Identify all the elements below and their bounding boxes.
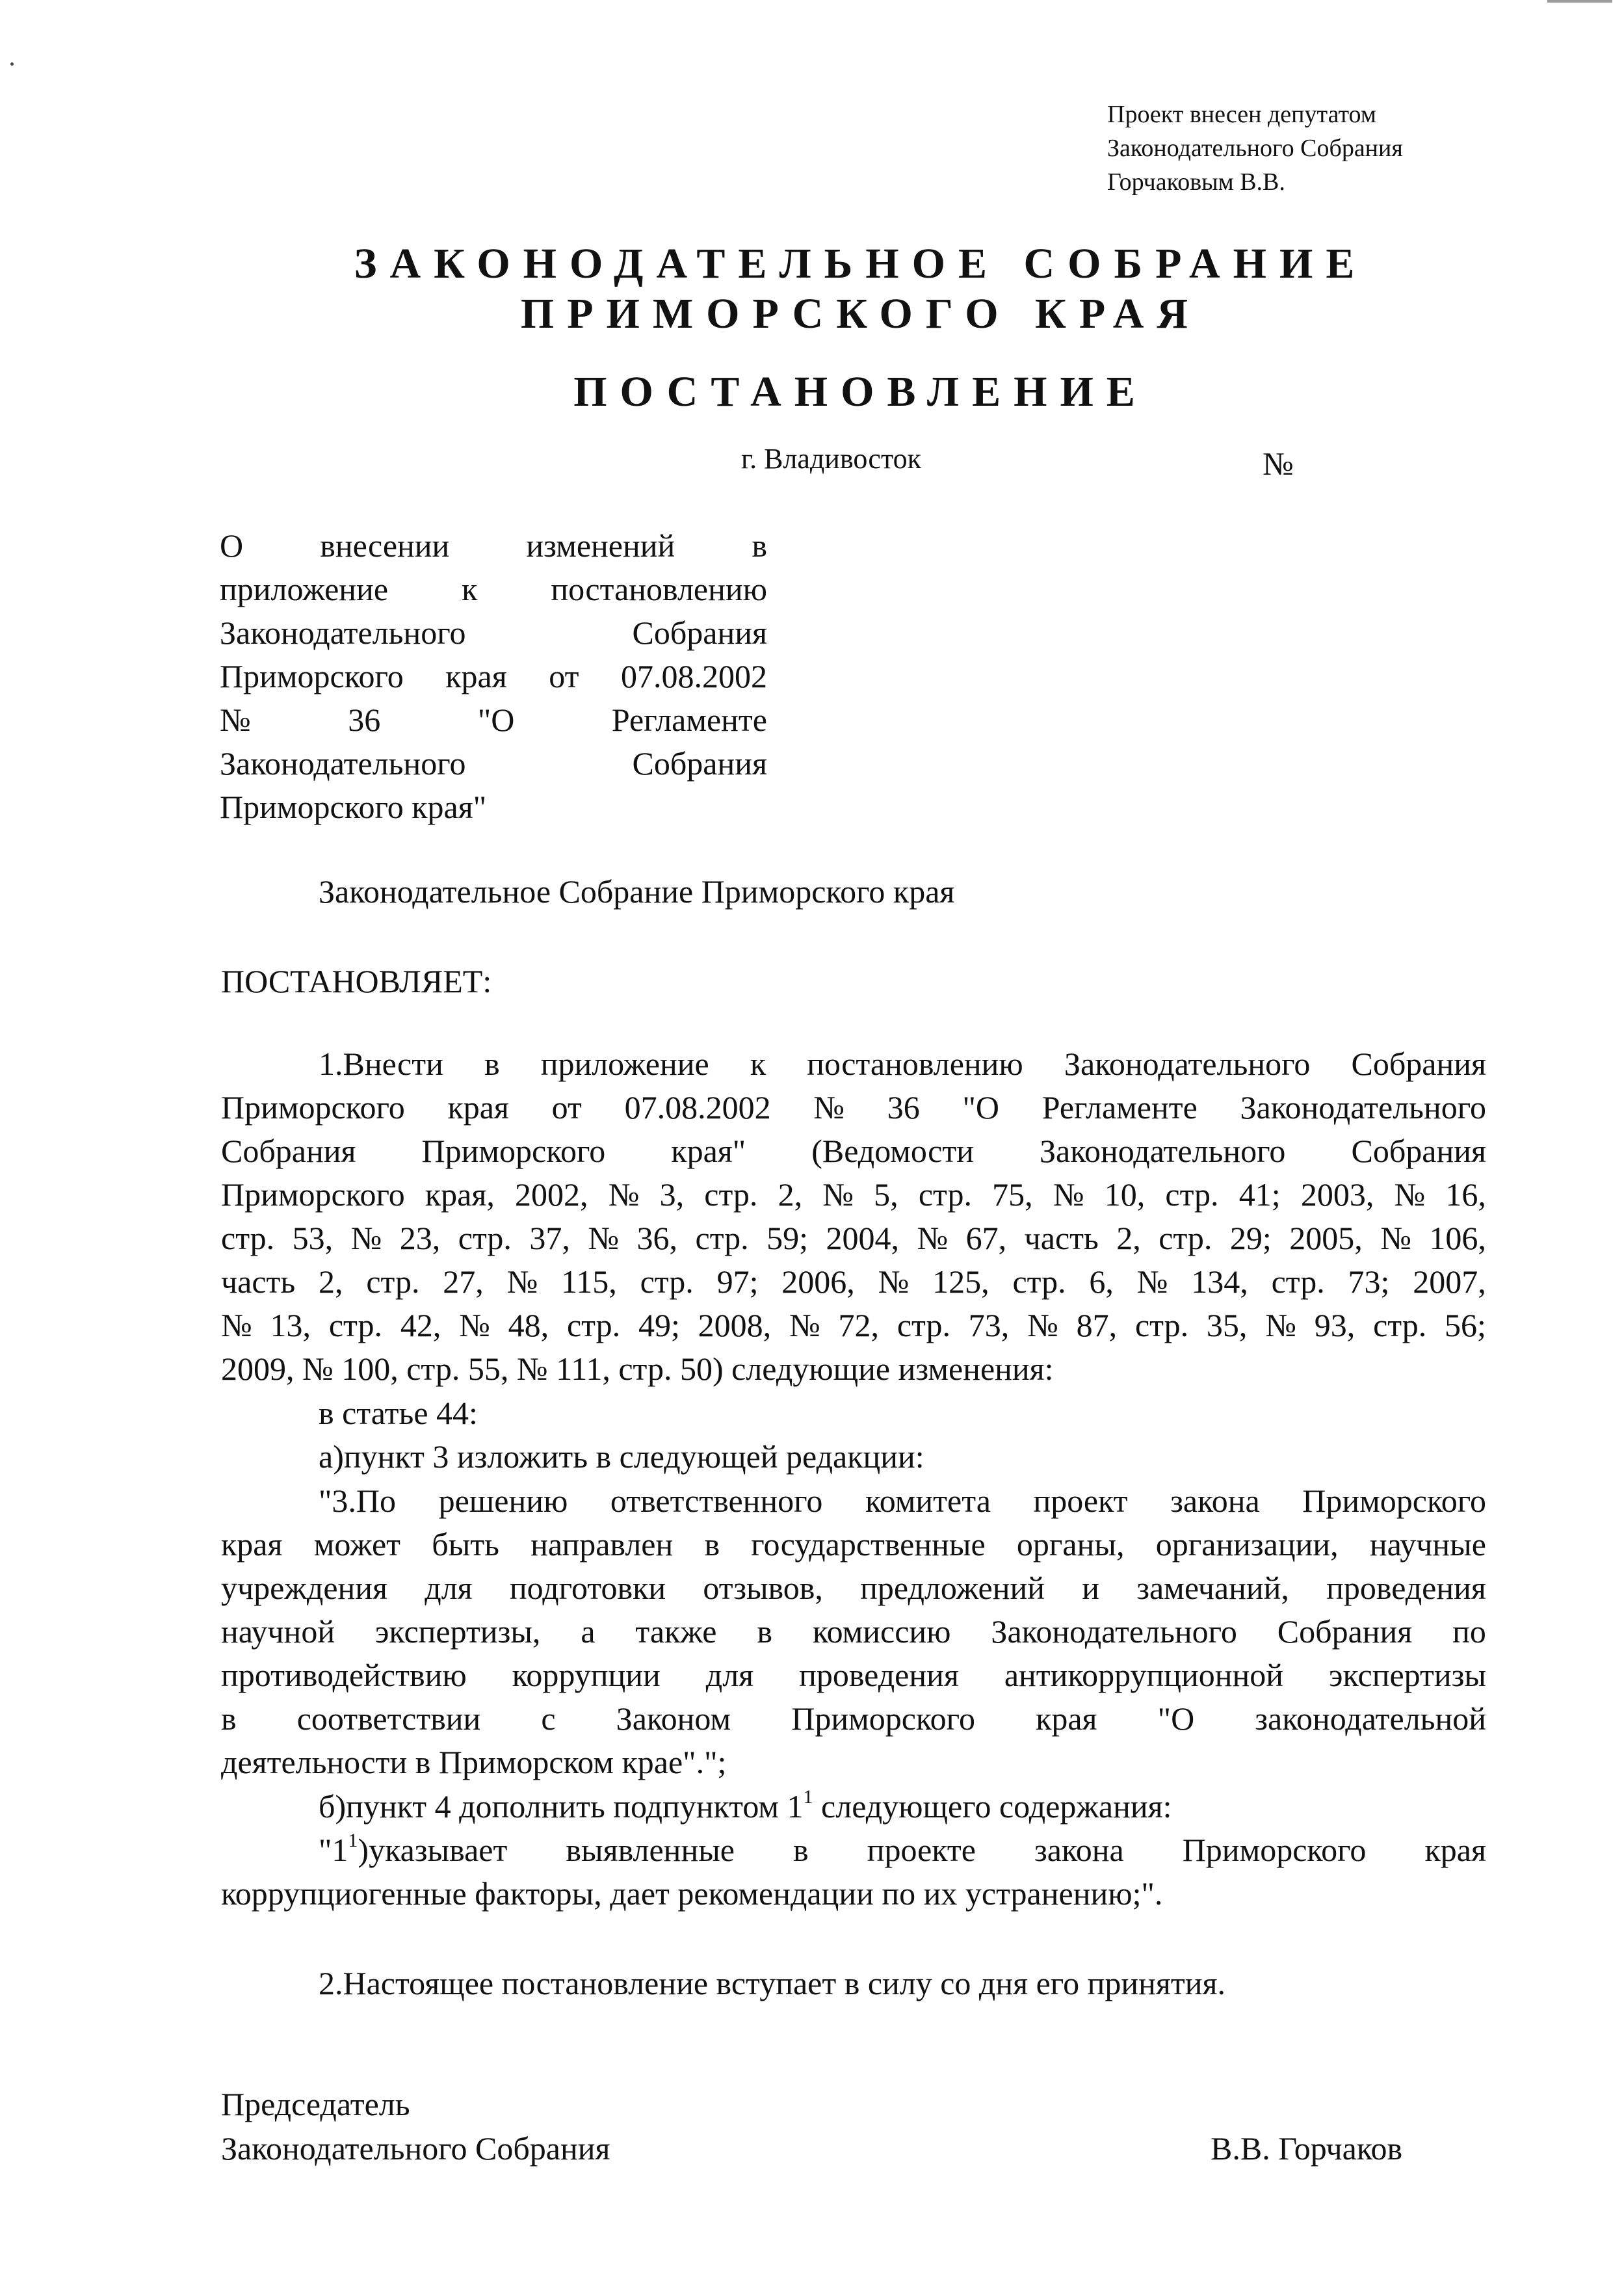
paragraph-1-line (221, 1086, 1486, 1129)
word: 6, (1089, 1263, 1114, 1300)
word: 53, (292, 1220, 334, 1256)
word: 59; (766, 1220, 809, 1256)
word: к (750, 1046, 766, 1082)
word: 2009, № 100, стр. 55, № 111, стр. 50) следующие изменения: (221, 1351, 1054, 1387)
word: 13, (270, 1307, 311, 1343)
word: стр. (897, 1307, 950, 1343)
word: в (221, 1700, 237, 1737)
word: 2007, (1413, 1263, 1486, 1300)
word: края (1036, 1700, 1097, 1737)
subject-line (220, 785, 767, 829)
word: 36 (348, 702, 381, 738)
word: 73, (968, 1307, 1010, 1343)
word: № (506, 1263, 538, 1300)
word: антикоррупционной (1004, 1657, 1284, 1693)
word: внесении (320, 527, 450, 564)
word: края (445, 658, 507, 694)
word: № (588, 1220, 620, 1256)
word: 2006, (781, 1263, 855, 1300)
word: Законодательного (991, 1613, 1237, 1650)
word: № (878, 1263, 910, 1300)
superscript: 1 (348, 1830, 358, 1852)
number-sign: № (1263, 445, 1294, 482)
word: стр. (640, 1263, 694, 1300)
word: коррупции (512, 1657, 661, 1693)
signature-position-line-1: Председатель (221, 2086, 410, 2122)
city: г. Владивосток (741, 443, 921, 475)
word: закона (1034, 1832, 1124, 1868)
word: № (220, 702, 251, 738)
quote-3-line (221, 1697, 1486, 1741)
word: края (447, 1089, 509, 1126)
word: решению (438, 1483, 568, 1519)
word: стр. (458, 1220, 512, 1256)
word: подготовки (509, 1570, 666, 1606)
word: проведения (799, 1657, 959, 1693)
word: Регламенте (611, 702, 767, 738)
subject-line (220, 524, 767, 568)
word: 49; (638, 1307, 680, 1343)
word: комиссию (812, 1613, 951, 1650)
word: 2002, (515, 1176, 588, 1213)
word: от (549, 658, 579, 694)
item-a-line: а)пункт 3 изложить в следующей редакции: (319, 1438, 924, 1475)
word: Приморского (421, 1133, 606, 1169)
word: 36, (636, 1220, 678, 1256)
word: в (484, 1046, 500, 1082)
word: 125, (932, 1263, 989, 1300)
word: № (1027, 1307, 1058, 1343)
word: стр. (1271, 1263, 1325, 1300)
word: выявленные (566, 1832, 735, 1868)
word: Приморского (1182, 1832, 1367, 1868)
word: Собрания (1277, 1613, 1413, 1650)
word: деятельности в Приморском крае"."; (221, 1744, 727, 1780)
quote-point-3 (221, 1479, 1486, 1784)
word: 2005, (1289, 1220, 1363, 1256)
word: стр. (1165, 1176, 1219, 1213)
word: № (1053, 1176, 1084, 1213)
word: 07.08.2002 (624, 1089, 771, 1126)
word: комитета (865, 1483, 991, 1519)
word: стр. (328, 1307, 382, 1343)
word: замечаний, (1136, 1570, 1289, 1606)
word: отзывов, (703, 1570, 823, 1606)
word: противодействию (221, 1657, 467, 1693)
word: 42, (400, 1307, 441, 1343)
word: 87, (1076, 1307, 1118, 1343)
paragraph-1-line (221, 1347, 1486, 1391)
subject-line (220, 568, 767, 611)
word: № (822, 1176, 854, 1213)
paragraph-1-line (221, 1173, 1486, 1217)
scan-dot (10, 62, 14, 66)
word: организации, (1155, 1526, 1339, 1562)
word: 3, (659, 1176, 685, 1213)
word: в (757, 1613, 772, 1650)
word: по (1452, 1613, 1486, 1650)
word: экспертизы, (374, 1613, 541, 1650)
word: 37, (529, 1220, 570, 1256)
word: 2004, (826, 1220, 899, 1256)
word: с (541, 1700, 556, 1737)
word: закона (1170, 1483, 1260, 1519)
word: быть (432, 1526, 499, 1562)
word: Приморского (220, 658, 404, 694)
word: 07.08.2002 (621, 658, 767, 694)
word: Собрания (632, 614, 767, 651)
author-note-line: Законодательного Собрания (1107, 135, 1403, 162)
word: 29; (1229, 1220, 1272, 1256)
word: 27, (443, 1263, 484, 1300)
word: № (459, 1307, 490, 1343)
word: 134, (1191, 1263, 1248, 1300)
word: 5, (874, 1176, 898, 1213)
item-b-line (319, 1785, 1172, 1828)
word: экспертизы (1329, 1657, 1486, 1693)
word: 2003, (1300, 1176, 1374, 1213)
paragraph-1-line (221, 1042, 1486, 1086)
word: № (917, 1220, 949, 1256)
word: Приморского (791, 1700, 975, 1737)
word: может (313, 1526, 401, 1562)
quote-3-line (221, 1610, 1486, 1654)
word: проекте (867, 1832, 976, 1868)
word: № (221, 1307, 252, 1343)
word: Приморского (221, 1176, 405, 1213)
word: 16, (1445, 1176, 1486, 1213)
word: также (635, 1613, 717, 1650)
quote-subpoint-line-1 (221, 1828, 1486, 1872)
word: постановлению (807, 1046, 1023, 1082)
word: стр. (1159, 1220, 1212, 1256)
word: приложение (540, 1046, 709, 1082)
resolves-heading: ПОСТАНОВЛЯЕТ: (221, 963, 492, 999)
word: в (752, 527, 767, 564)
word: в (704, 1526, 720, 1562)
author-note (1107, 98, 1403, 199)
in-article-line: в статье 44: (319, 1395, 478, 1431)
word: края" (671, 1133, 746, 1169)
word: а (581, 1613, 596, 1650)
word: органы, (1016, 1526, 1125, 1562)
word: Регламенте (1041, 1089, 1198, 1126)
word: Собрания (221, 1133, 356, 1169)
word: стр. (366, 1263, 420, 1300)
word: № (608, 1176, 640, 1213)
word: для (425, 1570, 473, 1606)
word: стр. (221, 1220, 275, 1256)
word: 56; (1445, 1307, 1486, 1343)
word: 35, (1206, 1307, 1248, 1343)
word: часть (221, 1263, 296, 1300)
word: ответственного (610, 1483, 823, 1519)
title-line-2: ПРИМОРСКОГО КРАЯ (520, 290, 1201, 337)
word: законодательной (1255, 1700, 1486, 1737)
author-note-line: Проект внесен депутатом (1107, 101, 1376, 128)
word: приложение (220, 571, 389, 607)
word: 97; (716, 1263, 759, 1300)
word: Законодательного (220, 745, 466, 782)
word: № (813, 1089, 845, 1126)
word: № (1394, 1176, 1426, 1213)
quote-3-line (221, 1479, 1486, 1523)
word: постановлению (551, 571, 767, 607)
word: проведения (1326, 1570, 1486, 1606)
word: изменений (526, 527, 675, 564)
word: стр. (918, 1176, 972, 1213)
word: 2, (778, 1176, 803, 1213)
word: научные (1369, 1526, 1486, 1562)
word: Собрания (632, 745, 767, 782)
item-b-superscript: 1 (803, 1786, 813, 1808)
word: № (1265, 1307, 1296, 1343)
word: Законодательного (1240, 1089, 1486, 1126)
word: учреждения (221, 1570, 388, 1606)
subject-line (220, 698, 767, 742)
word: Законодательного (1064, 1046, 1311, 1082)
quote-3-line (221, 1741, 1486, 1784)
paragraph-1-line (221, 1217, 1486, 1260)
word: часть (1024, 1220, 1099, 1256)
word: Приморского (221, 1089, 405, 1126)
word: 10, (1104, 1176, 1146, 1213)
preamble: Законодательное Собрание Приморского края (319, 873, 955, 910)
word: 2, (1116, 1220, 1141, 1256)
word: стр. (566, 1307, 621, 1343)
quote-3-line (221, 1566, 1486, 1610)
quote-subpoint-line-2: коррупциогенные факторы, дает рекомендации по их устранению;". (221, 1875, 1163, 1912)
word: № (789, 1307, 820, 1343)
word: 1.Внести (319, 1046, 443, 1082)
paragraph-1-line (221, 1129, 1486, 1173)
word: (Ведомости (811, 1133, 974, 1169)
word (319, 1828, 507, 1872)
word: соответствии (296, 1700, 481, 1737)
title-line-1: ЗАКОНОДАТЕЛЬНОЕ СОБРАНИЕ (354, 240, 1368, 287)
subject-block (220, 524, 767, 829)
word: № (1380, 1220, 1411, 1256)
word: 67, (965, 1220, 1007, 1256)
word: края (1424, 1832, 1486, 1868)
word: 75, (992, 1176, 1033, 1213)
subject-line (220, 742, 767, 785)
word: стр. (1373, 1307, 1427, 1343)
word: 73; (1348, 1263, 1390, 1300)
word: 36 (887, 1089, 920, 1126)
word: стр. (1134, 1307, 1189, 1343)
word: и (1082, 1570, 1099, 1606)
word: 2, (319, 1263, 343, 1300)
word: к (462, 571, 478, 607)
quote-subpoint-1-1 (221, 1828, 1486, 1916)
word: края, (425, 1176, 495, 1213)
word: "3.По (319, 1483, 397, 1519)
signature-name: В.В. Горчаков (1211, 2130, 1403, 2167)
subject-line (220, 655, 767, 698)
item-b-text-after: следующего содержания: (813, 1788, 1172, 1825)
word: государственные (751, 1526, 986, 1562)
word: 41; (1238, 1176, 1281, 1213)
word: стр. (1012, 1263, 1066, 1300)
signature-position (221, 2082, 610, 2170)
word: предложений (860, 1570, 1045, 1606)
word: Законодательного (1039, 1133, 1286, 1169)
word: научной (221, 1613, 335, 1650)
word-rest: )указывает (358, 1832, 508, 1868)
word: 23, (399, 1220, 441, 1256)
word: 72, (838, 1307, 879, 1343)
word: от (551, 1089, 582, 1126)
word: края (221, 1526, 283, 1562)
word: направлен (530, 1526, 674, 1562)
word: О (220, 527, 244, 564)
word: 106, (1429, 1220, 1486, 1256)
word: в (793, 1832, 809, 1868)
word: Собрания (1351, 1046, 1486, 1082)
word: Законодательного (220, 614, 466, 651)
word: Приморского (1302, 1483, 1486, 1519)
word: 115, (561, 1263, 617, 1300)
word: № (1136, 1263, 1168, 1300)
word: № (350, 1220, 382, 1256)
word: Приморского края" (220, 789, 487, 825)
paragraph-1-line (221, 1260, 1486, 1304)
word: "О (962, 1089, 999, 1126)
word: для (705, 1657, 754, 1693)
word: "О (477, 702, 515, 738)
quote-3-line (221, 1654, 1486, 1697)
item-b-text: б)пункт 4 дополнить подпунктом 1 (319, 1788, 804, 1825)
word: Законом (616, 1700, 731, 1737)
word: проект (1033, 1483, 1128, 1519)
word: стр. (695, 1220, 749, 1256)
word: 93, (1314, 1307, 1356, 1343)
subject-line (220, 611, 767, 655)
paragraph-1-line (221, 1304, 1486, 1347)
document-type: ПОСТАНОВЛЕНИЕ (573, 368, 1148, 415)
paragraph-2: 2.Настоящее постановление вступает в силу со дня его принятия. (319, 1965, 1225, 2001)
word: стр. (704, 1176, 758, 1213)
word-prefix: "1 (319, 1832, 348, 1868)
author-note-line: Горчаковым В.В. (1107, 168, 1285, 196)
word: "О (1157, 1700, 1195, 1737)
signature-position-line-2: Законодательного Собрания (221, 2130, 610, 2167)
quote-3-line (221, 1523, 1486, 1566)
scan-edge-mark (1547, 0, 1612, 3)
word: 48, (508, 1307, 549, 1343)
word: 2008, (698, 1307, 772, 1343)
paragraph-1 (221, 1042, 1486, 1391)
word: Собрания (1351, 1133, 1486, 1169)
